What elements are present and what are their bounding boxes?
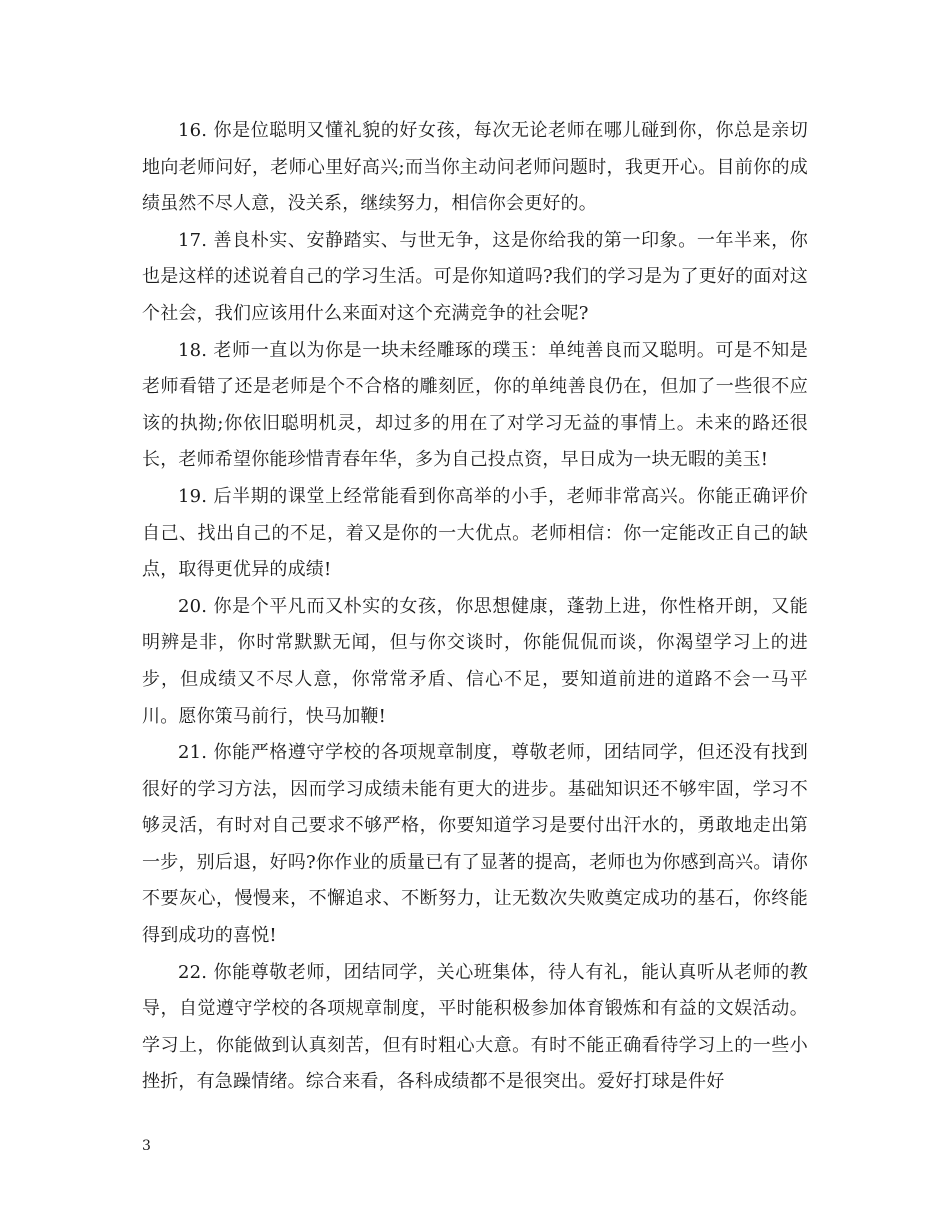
page-number: 3 <box>142 1138 151 1154</box>
paragraph-21: 21. 你能严格遵守学校的各项规章制度，尊敬老师，团结同学，但还没有找到很好的学习方法，因而学习成绩未能有更大的进步。基础知识还不够牢固，学习不够灵活，有时对自己要求不够严格，你要知道学习是要付出汗水的，勇敢地走出第一步，别后退，好吗?你作业的质量已有了显著的提高，老师也为你感到高兴。请你不要灰心，慢慢来，不懈追求、不断努力，让无数次失败奠定成功的基石，你终能得到成功的喜悦! <box>142 742 808 947</box>
paragraph-18: 18. 老师一直以为你是一块未经雕琢的璞玉：单纯善良而又聪明。可是不知是老师看错了还是老师是个不合格的雕刻匠，你的单纯善良仍在，但加了一些很不应该的执拗;你依旧聪明机灵，却过多的用在了对学习无益的事情上。未来的路还很长，老师希望你能珍惜青春年华，多为自己投点资，早日成为一块无暇的美玉! <box>142 339 808 471</box>
paragraph-19: 19. 后半期的课堂上经常能看到你高举的小手，老师非常高兴。你能正确评价自己、找出自己的不足，着又是你的一大优点。老师相信：你一定能改正自己的缺点，取得更优异的成绩! <box>142 485 808 581</box>
paragraph-17: 17. 善良朴实、安静踏实、与世无争，这是你给我的第一印象。一年半来，你也是这样的述说着自己的学习生活。可是你知道吗?我们的学习是为了更好的面对这个社会，我们应该用什么来面对这个充满竞争的社会呢? <box>142 229 808 324</box>
paragraph-22: 22. 你能尊敬老师，团结同学，关心班集体，待人有礼，能认真听从老师的教导，自觉遵守学校的各项规章制度，平时能积极参加体育锻炼和有益的文娱活动。学习上，你能做到认真刻苦，但有时粗心大意。有时不能正确看待学习上的一些小挫折，有急躁情绪。综合来看，各科成绩都不是很突出。爱好打球是件好 <box>142 961 808 1093</box>
paragraph-16: 16. 你是位聪明又懂礼貌的好女孩，每次无论老师在哪儿碰到你，你总是亲切地向老师问好，老师心里好高兴;而当你主动问老师问题时，我更开心。目前你的成绩虽然不尽人意，没关系，继续努力，相信你会更好的。 <box>142 120 808 215</box>
paragraph-20: 20. 你是个平凡而又朴实的女孩，你思想健康，蓬勃上进，你性格开朗，又能明辨是非，你时常默默无闻，但与你交谈时，你能侃侃而谈，你渴望学习上的进步，但成绩又不尽人意，你常常矛盾、信心不足，要知道前进的道路不会一马平川。愿你策马前行，快马加鞭! <box>142 595 808 727</box>
document-body <box>142 113 808 1101</box>
